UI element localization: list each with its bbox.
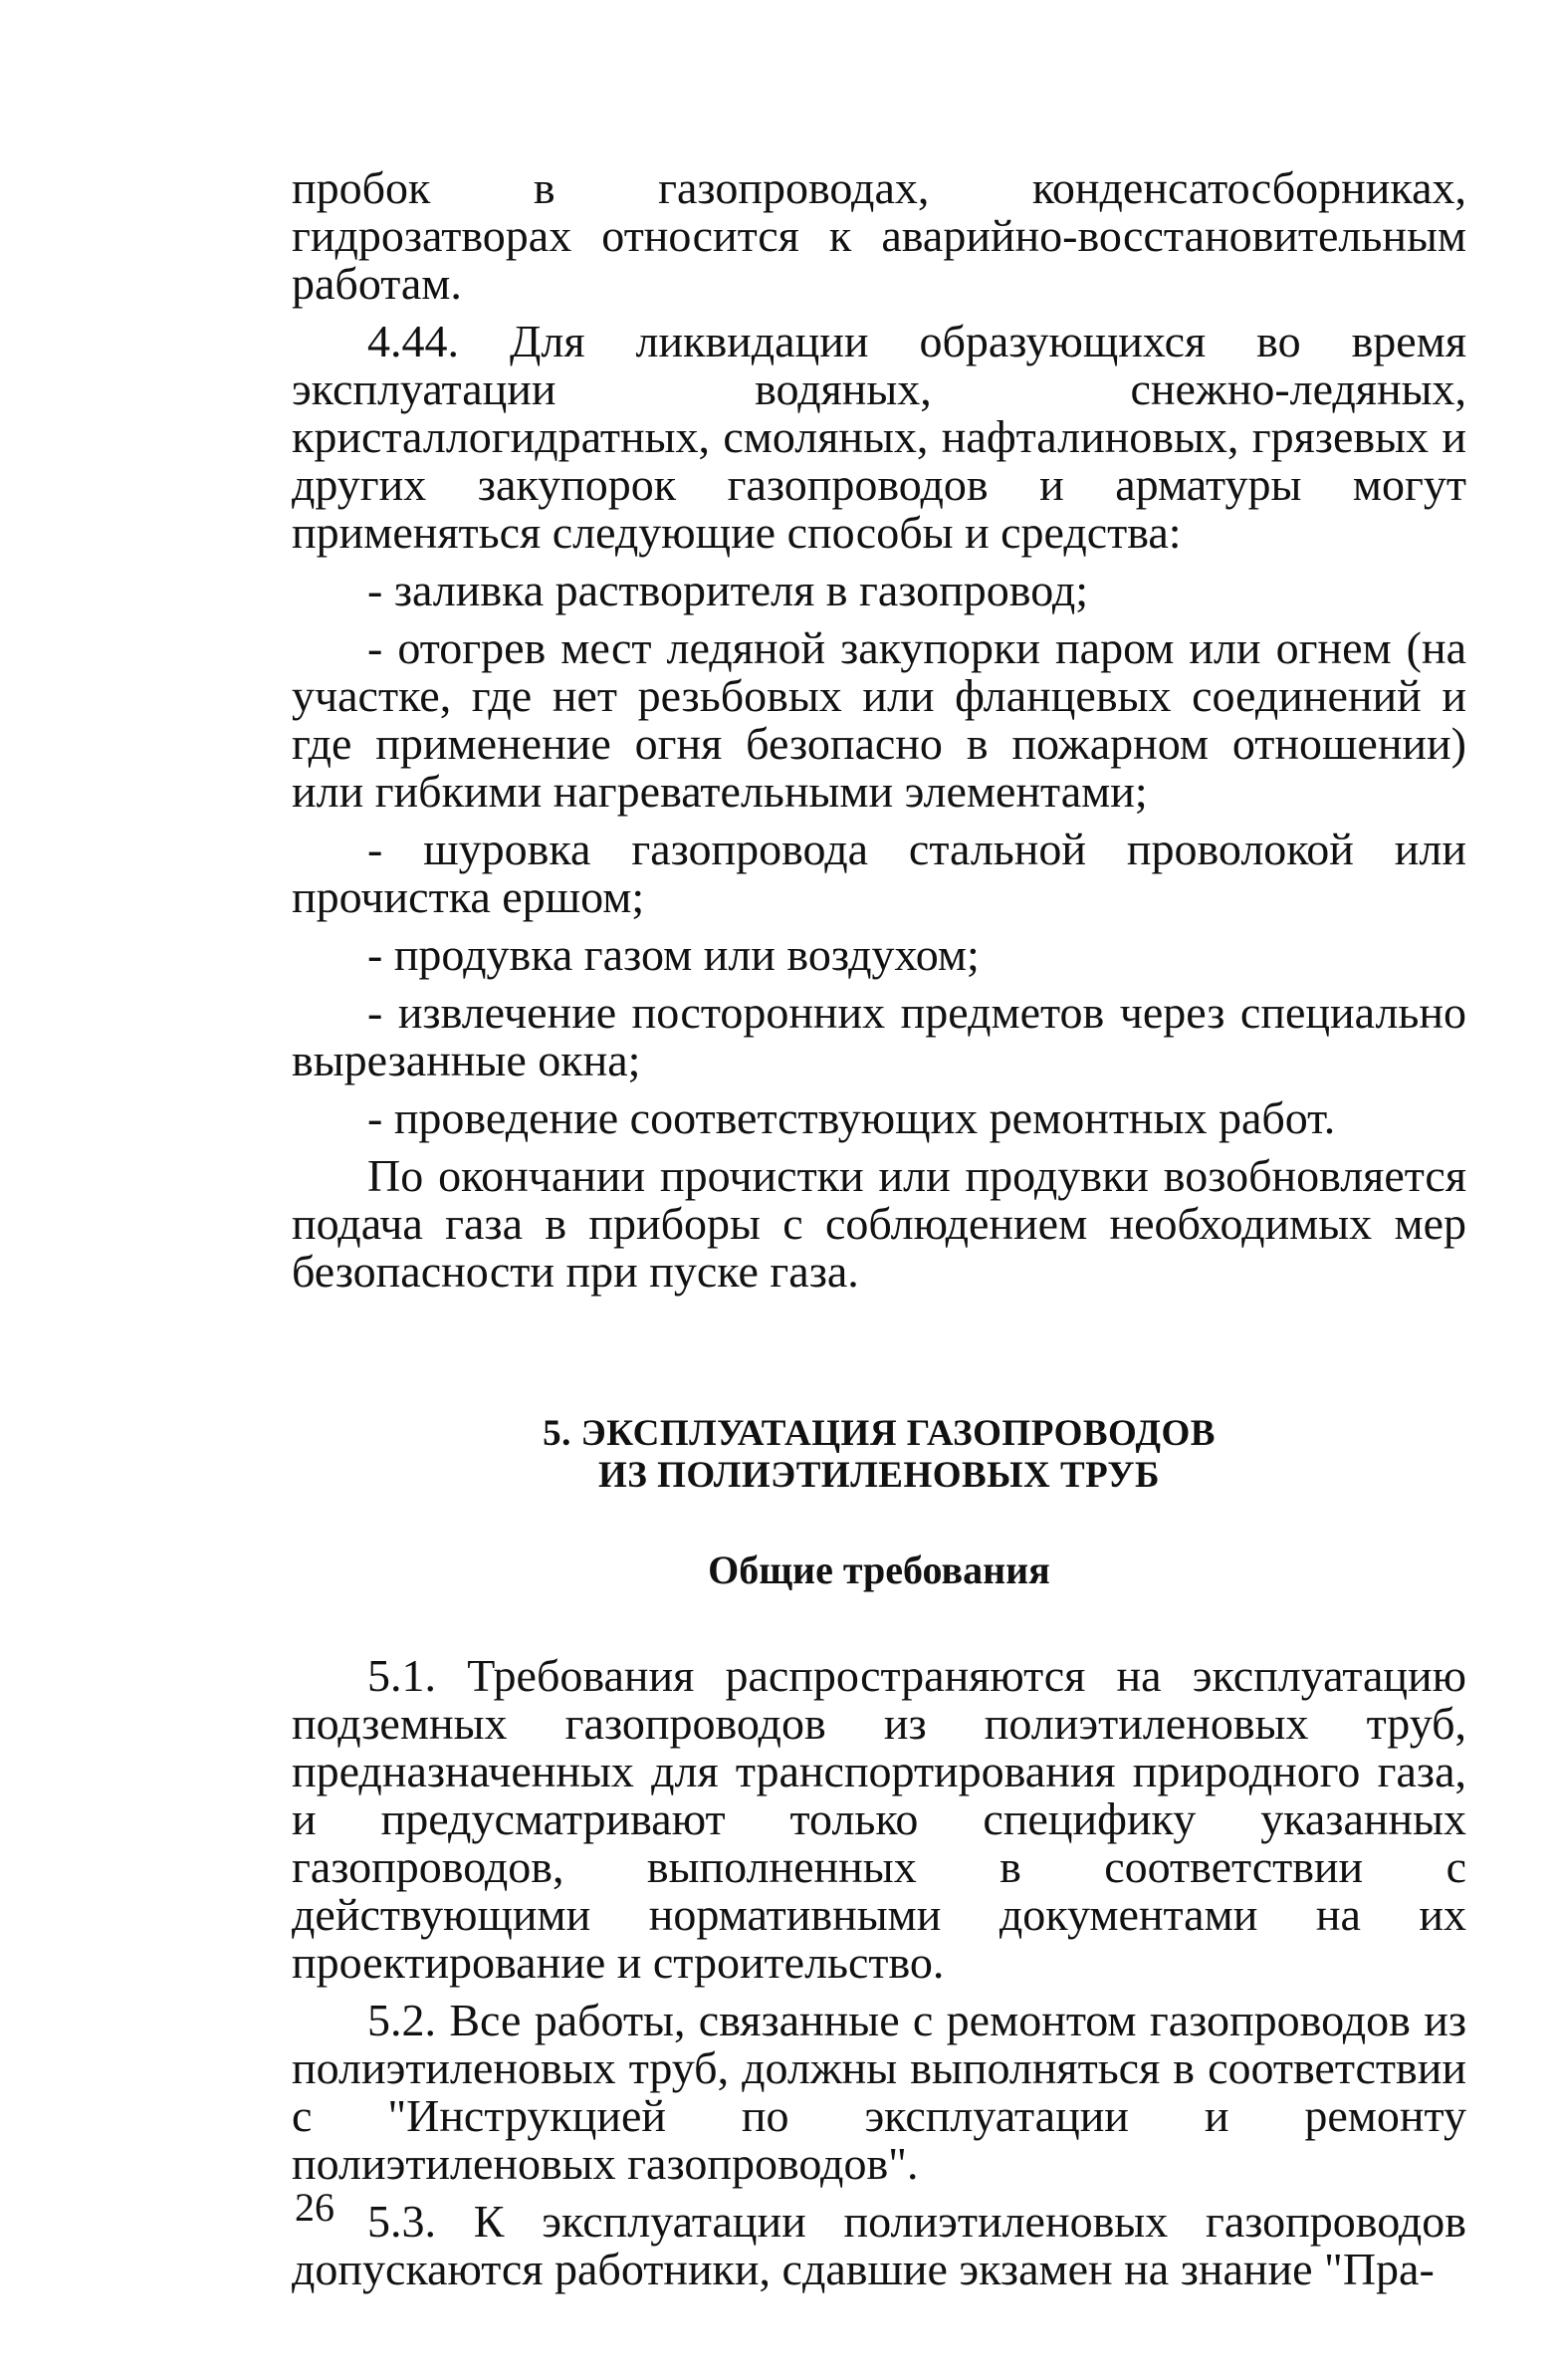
paragraph-5-3: 5.3. К эксплуатации полиэтиленовых газопроводов допускаются работники, сдавшие экзамен на знание "Пра- bbox=[292, 2196, 1466, 2294]
paragraph-5-2: 5.2. Все работы, связанные с ремонтом газопроводов из полиэтиленовых труб, должны выполняться в соответствии с "Инструкцией по эксплуатации и ремонту полиэтиленовых газопроводов". bbox=[292, 1995, 1466, 2189]
page-number: 26 bbox=[295, 2185, 334, 2230]
paragraph-5-1: 5.1. Требования распространяются на эксплуатацию подземных газопроводов из полиэтиленовых труб, предназначенных для транспортирования природного газа, и предусматривают только специфику указанных газопроводов, выполненных в соответствии с действующими нормативными документами на их проектирование и строительство. bbox=[292, 1650, 1466, 1988]
paragraph-resume-supply: По окончании прочистки или продувки возобновляется подача газа в приборы с соблюдением необходимых мер безопасности при пуске газа. bbox=[292, 1150, 1466, 1297]
list-item-solvent: - заливка растворителя в газопровод; bbox=[367, 565, 1089, 615]
list-item-blowing: - продувка газом или воздухом; bbox=[367, 929, 980, 980]
paragraph-continuation: пробок в газопроводах, конденсатосборниках, гидрозатворах относится к аварийно-восстановительным работам. bbox=[292, 162, 1466, 309]
list-item-repair: - проведение соответствующих ремонтных работ. bbox=[367, 1092, 1336, 1143]
list-item-heating: - отогрев мест ледяной закупорки паром или огнем (на участке, где нет резьбовых или фланцевых соединений и где применение огня безопасно в пожарном отношении) или гибкими нагревательными элементами; bbox=[292, 622, 1466, 817]
subheading-general-requirements: Общие требования bbox=[708, 1547, 1050, 1592]
page-body bbox=[292, 164, 1466, 2293]
section-title bbox=[292, 1413, 1466, 1497]
list-item-wire-cleaning: - шуровка газопровода стальной проволокой или прочистка ершом; bbox=[292, 824, 1466, 922]
list-item-extraction: - извлечение посторонних предметов через специально вырезанные окна; bbox=[292, 987, 1466, 1085]
section-title-line-2: ИЗ ПОЛИЭТИЛЕНОВЫХ ТРУБ bbox=[598, 1455, 1160, 1496]
section-title-line-1: 5. ЭКСПЛУАТАЦИЯ ГАЗОПРОВОДОВ bbox=[543, 1413, 1216, 1454]
paragraph-4-44: 4.44. Для ликвидации образующихся во время эксплуатации водяных, снежно-ледяных, кристаллогидратных, смоляных, нафталиновых, грязевых и других закупорок газопроводов и арматуры могут применяться следующие способы и средства: bbox=[292, 316, 1466, 558]
